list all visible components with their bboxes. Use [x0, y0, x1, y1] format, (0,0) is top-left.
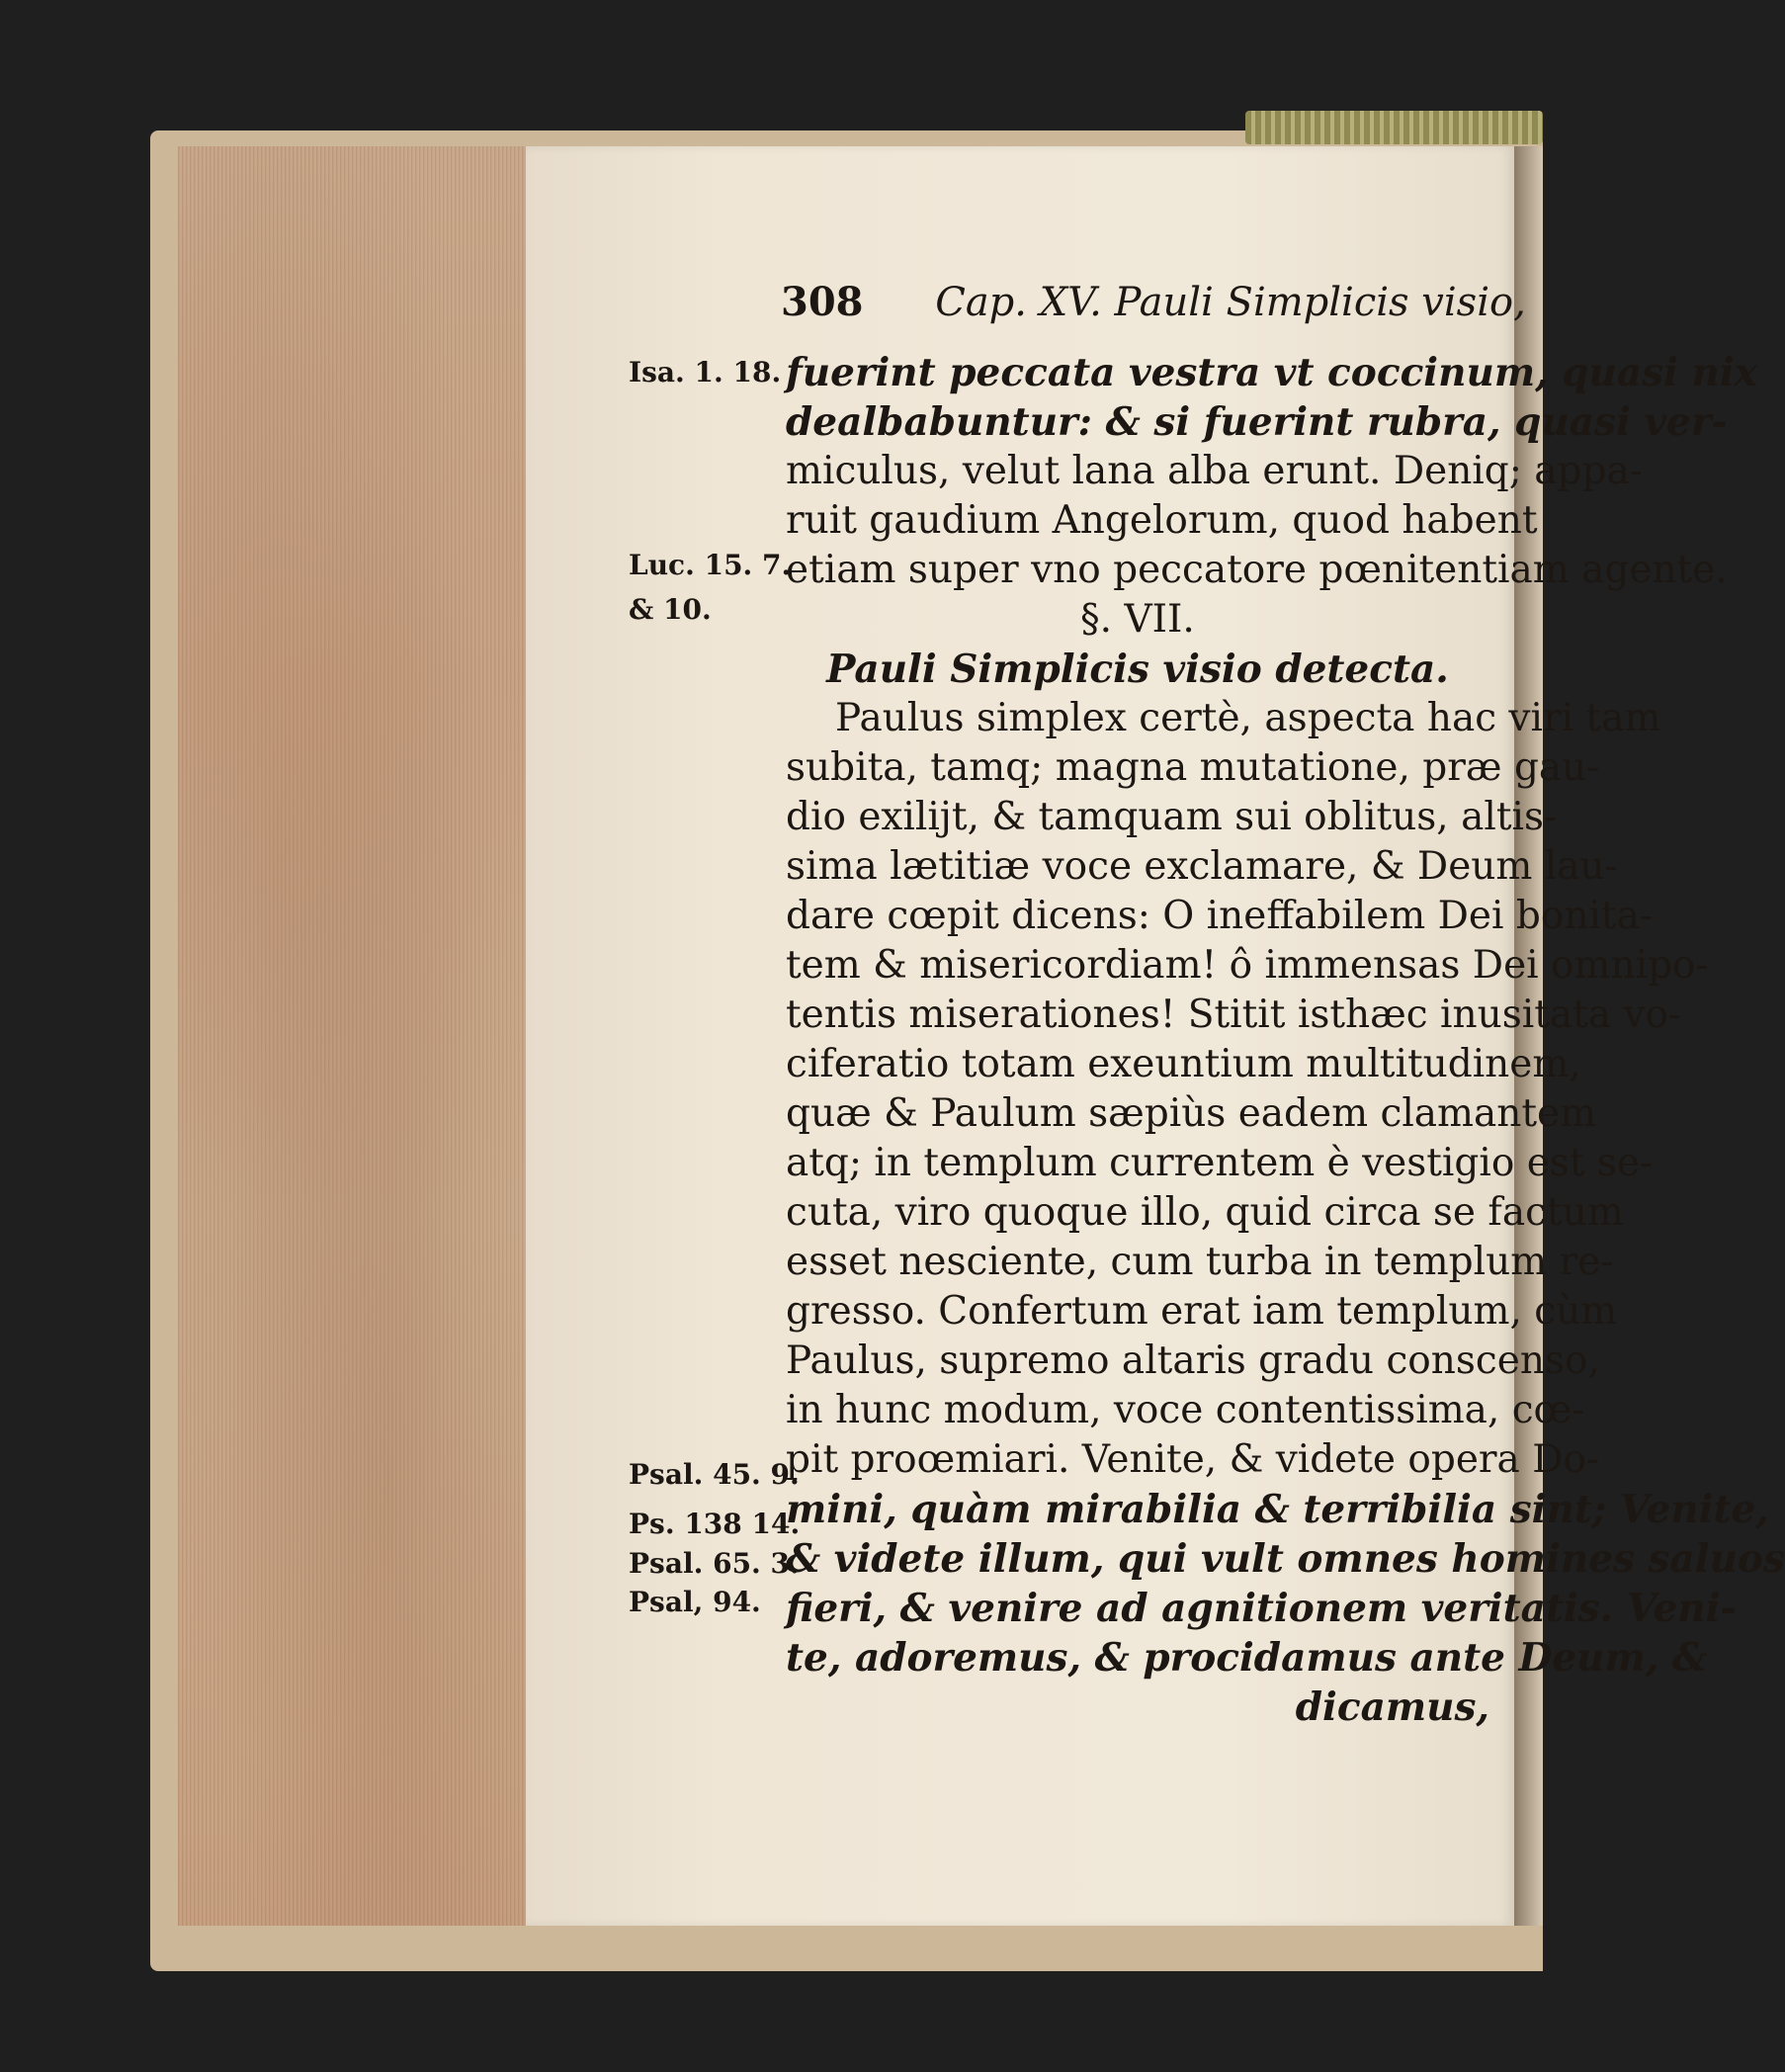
text-line: sima lætitiæ voce exclamare, & Deum lau-: [786, 844, 1618, 889]
text-line: te, adoremus, & procidamus ante Deum, &: [786, 1635, 1708, 1681]
text-line: fieri, & venire ad agnitionem veritatis. Veni-: [786, 1586, 1737, 1631]
running-head: Cap. XV. Pauli Simplicis visio,: [935, 280, 1526, 325]
margin-note: Isa. 1. 18.: [629, 356, 782, 388]
text-line: dio exilijt, & tamquam sui oblitus, altis-: [786, 795, 1558, 839]
text-line: tem & misericordiam! ô immensas Dei omnipo-: [786, 943, 1709, 988]
catchword: dicamus,: [1295, 1684, 1489, 1730]
margin-note: Psal, 94.: [629, 1586, 761, 1618]
text-line: quæ & Paulum sæpiùs eadem clamantem: [786, 1091, 1597, 1136]
section-heading: §. VII.: [1080, 597, 1195, 642]
page-number: 308: [781, 279, 864, 325]
text-line: tentis miserationes! Stitit isthæc inusitata vo-: [786, 993, 1682, 1037]
margin-note: Psal. 65. 3.: [629, 1547, 800, 1580]
text-line: subita, tamq; magna mutatione, præ gau-: [786, 745, 1600, 790]
margin-note: Luc. 15. 7.: [629, 549, 792, 581]
text-line: dare cœpit dicens: O ineffabilem Dei bonita-: [786, 894, 1654, 938]
text-line: ruit gaudium Angelorum, quod habent: [786, 498, 1538, 543]
text-line: esset nesciente, cum turba in templum re-: [786, 1240, 1614, 1284]
text-line: mini, quàm mirabilia & terribilia sint; Venite,: [786, 1487, 1769, 1532]
text-line: & videte illum, qui vult omnes homines saluos: [786, 1536, 1785, 1582]
text-line: cuta, viro quoque illo, quid circa se factum: [786, 1190, 1624, 1235]
text-line: miculus, velut lana alba erunt. Deniq; appa-: [786, 449, 1643, 493]
margin-note: Ps. 138 14.: [629, 1508, 801, 1540]
text-line: dealbabuntur: & si fuerint rubra, quasi ver-: [786, 399, 1728, 445]
margin-note: Psal. 45. 9.: [629, 1458, 800, 1491]
margin-note: & 10.: [629, 593, 712, 626]
text-line: atq; in templum currentem è vestigio est se-: [786, 1141, 1654, 1185]
text-line: ciferatio totam exeuntium multitudinem,: [786, 1042, 1581, 1086]
text-line: Paulus, supremo altaris gradu conscenso,: [786, 1338, 1600, 1383]
running-header: [781, 279, 1526, 328]
text-line: pit proœmiari. Venite, & videte opera Do-: [786, 1437, 1600, 1482]
text-line: in hunc modum, voce contentissima, cœ-: [786, 1388, 1585, 1432]
text-line: etiam super vno peccatore pœnitentiam agente.: [786, 548, 1728, 592]
text-line: fuerint peccata vestra vt coccinum, quasi nix: [786, 350, 1757, 395]
text-line: gresso. Confertum erat iam templum, cùm: [786, 1289, 1618, 1334]
text-line: Paulus simplex certè, aspecta hac viri tam: [835, 696, 1661, 740]
section-subtitle: Pauli Simplicis visio detecta.: [826, 647, 1449, 692]
